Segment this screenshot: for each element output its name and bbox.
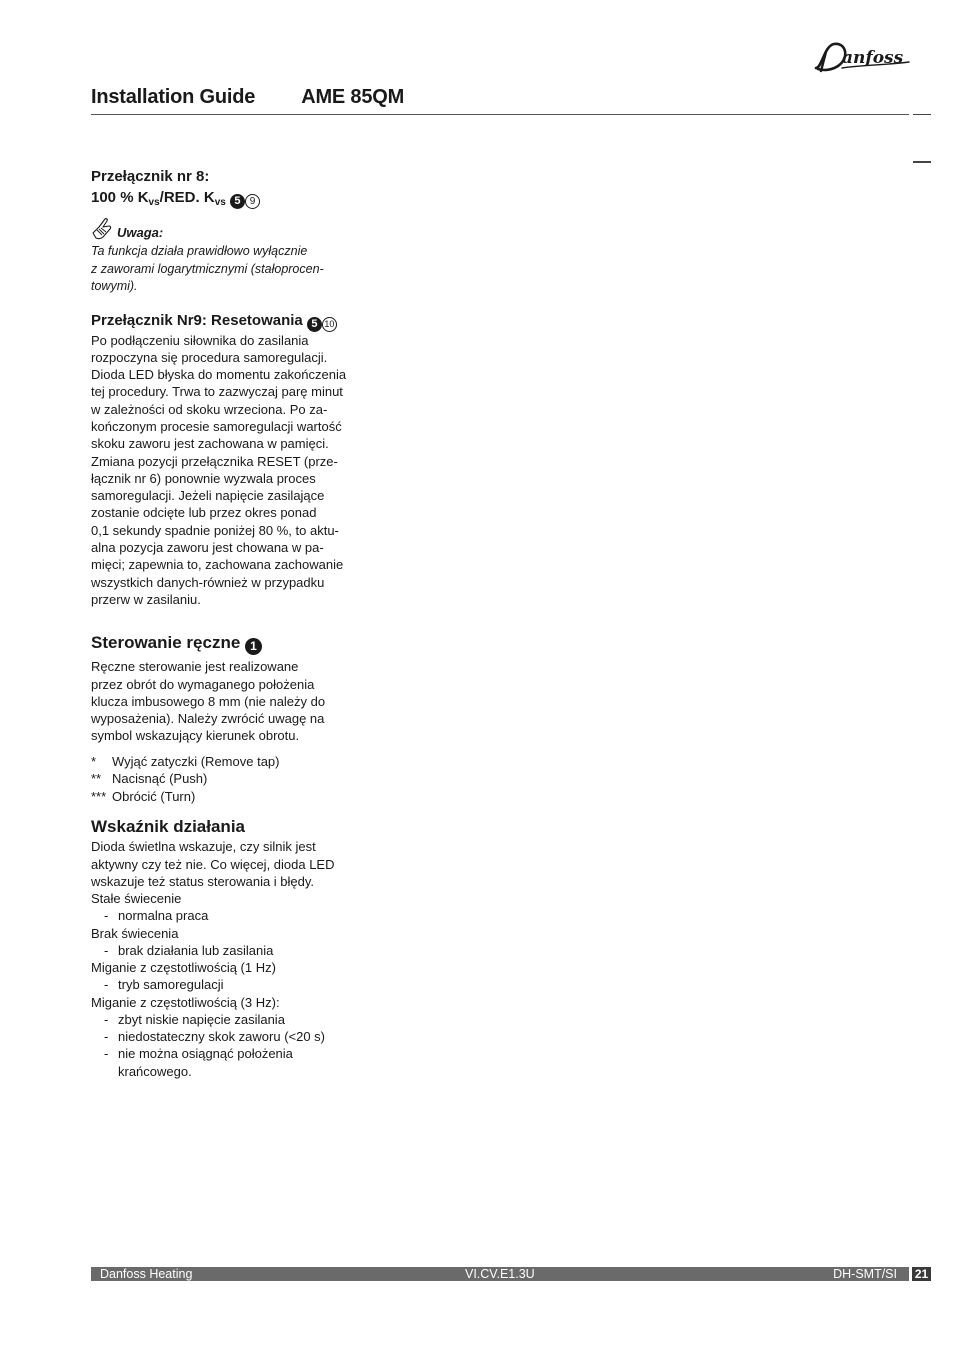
figure-ref-filled: 5 [307, 317, 322, 332]
led-state-label: Stałe świecenie [91, 891, 182, 907]
led-state-items [91, 976, 359, 993]
body-line: rozpoczyna się procedura samoregulacji. [91, 349, 328, 365]
note-line: z zaworami logarytmicznymi (stałoprocen- [91, 261, 324, 276]
indicator-heading: Wskaźnik działania [91, 817, 245, 837]
note-line: Ta funkcja działa prawidłowo wyłącznie [91, 244, 308, 258]
body-line: tej procedury. Trwa to zazwyczaj parę minut [91, 384, 343, 400]
body-line: Dioda świetlna wskazuje, czy silnik jest [91, 839, 316, 855]
body-line: Dioda LED błyska do momentu zakończenia [91, 367, 347, 383]
list-item [91, 788, 359, 806]
note-header [91, 217, 359, 241]
body-line: Po podłączeniu siłownika do zasilania [91, 332, 309, 348]
figure-ref-filled: 1 [245, 638, 262, 655]
list-item [91, 770, 359, 788]
document-title [91, 86, 404, 109]
body-line: mięci; zapewnia to, zachowana zachowanie [91, 557, 344, 573]
footer-bar [91, 1267, 909, 1281]
body-line: klucza imbusowego 8 mm (nie należy do [91, 693, 326, 709]
header-divider [91, 114, 909, 115]
body-line: Zmiana pozycji przełącznika RESET (prze- [91, 453, 338, 469]
list-text: krańcowego. [118, 1063, 192, 1079]
guide-title: Installation Guide [91, 86, 256, 108]
indicator-body [91, 838, 359, 1080]
body-line: Ręczne sterowanie jest realizowane [91, 659, 299, 675]
footer-company: Danfoss Heating [100, 1267, 193, 1281]
body-line: wszystkich danych-również w przypadku [91, 574, 325, 590]
body-line: zostanie odcięte lub przez okres ponad [91, 505, 317, 521]
figure-ref-outline: 10 [322, 317, 337, 332]
body-line: przez obrót do wymaganego położenia [91, 676, 315, 692]
switch9-body [91, 332, 359, 609]
switch8-line2 [91, 187, 359, 209]
body-line: przerw w zasilaniu. [91, 591, 201, 607]
switch8-mid: /RED. K [159, 189, 215, 206]
body-line: wyposażenia). Należy zwrócić uwagę na [91, 711, 325, 727]
list-text: zbyt niskie napięcie zasilania [118, 1011, 285, 1027]
led-state-items [91, 1011, 359, 1080]
figure-ref-outline: 9 [245, 194, 260, 209]
led-state-items [91, 942, 359, 959]
footer-code: VI.CV.E1.3U [465, 1267, 535, 1281]
pointing-hand-icon [91, 217, 113, 241]
body-line: symbol wskazujący kierunek obrotu. [91, 728, 300, 744]
list-marker: * [91, 753, 97, 769]
note-line: towymi). [91, 279, 138, 293]
body-line: 0,1 sekundy spadnie poniżej 80 %, to aktu- [91, 522, 339, 538]
body-line: samoregulacji. Jeżeli napięcie zasilające [91, 488, 325, 504]
body-line: w zależności od skoku wrzeciona. Po za- [91, 401, 328, 417]
content-column [91, 166, 359, 1080]
footer-department: DH-SMT/SI [833, 1267, 897, 1281]
list-text: Wyjąć zatyczki (Remove tap) [112, 753, 280, 769]
list-item: - zbyt niskie napięcie zasilania [104, 1011, 285, 1027]
switch8-prefix: 100 % K [91, 189, 149, 206]
manual-heading-text: Sterowanie ręczne [91, 633, 241, 653]
led-state-label: Miganie z częstotliwością (3 Hz): [91, 994, 280, 1010]
list-item [91, 753, 359, 771]
list-item: - niedostateczny skok zaworu (<20 s) [104, 1029, 326, 1045]
body-line: kończonym procesie samoregulacji wartość [91, 418, 342, 434]
switch8-line1: Przełącznik nr 8: [91, 168, 210, 185]
list-item: - nie można osiągnąć położenia [104, 1046, 293, 1062]
danfoss-logo [812, 38, 912, 76]
list-text: tryb samoregulacji [118, 977, 224, 993]
list-text: Nacisnąć (Push) [112, 771, 208, 787]
list-text: normalna praca [118, 908, 209, 924]
switch9-heading [91, 310, 359, 332]
led-state-label: Miganie z częstotliwością (1 Hz) [91, 960, 276, 976]
list-text: brak działania lub zasilania [118, 942, 274, 958]
body-line: aktywny czy też nie. Co więcej, dioda LED [91, 856, 335, 872]
list-text: niedostateczny skok zaworu (<20 s) [118, 1029, 326, 1045]
body-line: skoku zaworu jest zachowana w pamięci. [91, 436, 329, 452]
margin-tick [913, 114, 931, 115]
manual-body [91, 658, 359, 744]
led-state-items [91, 907, 359, 924]
figure-ref-filled: 5 [230, 194, 245, 209]
svg-text:anfoss: anfoss [842, 48, 904, 68]
list-item: - brak działania lub zasilania [104, 942, 274, 958]
model-name: AME 85QM [301, 86, 405, 108]
note-block [91, 217, 359, 296]
manual-heading [91, 632, 359, 655]
margin-tick [913, 161, 931, 163]
note-text [91, 243, 359, 296]
note-label: Uwaga: [117, 225, 164, 240]
body-line: alna pozycja zaworu jest chowana w pa- [91, 540, 324, 556]
list-item: - normalna praca [104, 908, 209, 924]
manual-steps [91, 753, 359, 806]
switch9-heading-text: Przełącznik Nr9: Resetowania [91, 311, 303, 329]
led-state-label: Brak świecenia [91, 925, 179, 941]
kvs-subscript: vs [148, 197, 160, 208]
body-line: wskazuje też status sterowania i błędy. [91, 873, 315, 889]
page-number: 21 [912, 1267, 931, 1281]
list-text: nie można osiągnąć położenia [118, 1046, 293, 1062]
list-item [91, 1063, 359, 1080]
list-marker: *** [91, 788, 107, 804]
switch8-heading [91, 166, 359, 209]
list-marker: ** [91, 771, 102, 787]
body-line: łącznik nr 6) ponownie wyzwala proces [91, 470, 316, 486]
kvs-subscript: vs [214, 197, 226, 208]
list-text: Obrócić (Turn) [112, 788, 196, 804]
list-item: - tryb samoregulacji [104, 977, 224, 993]
